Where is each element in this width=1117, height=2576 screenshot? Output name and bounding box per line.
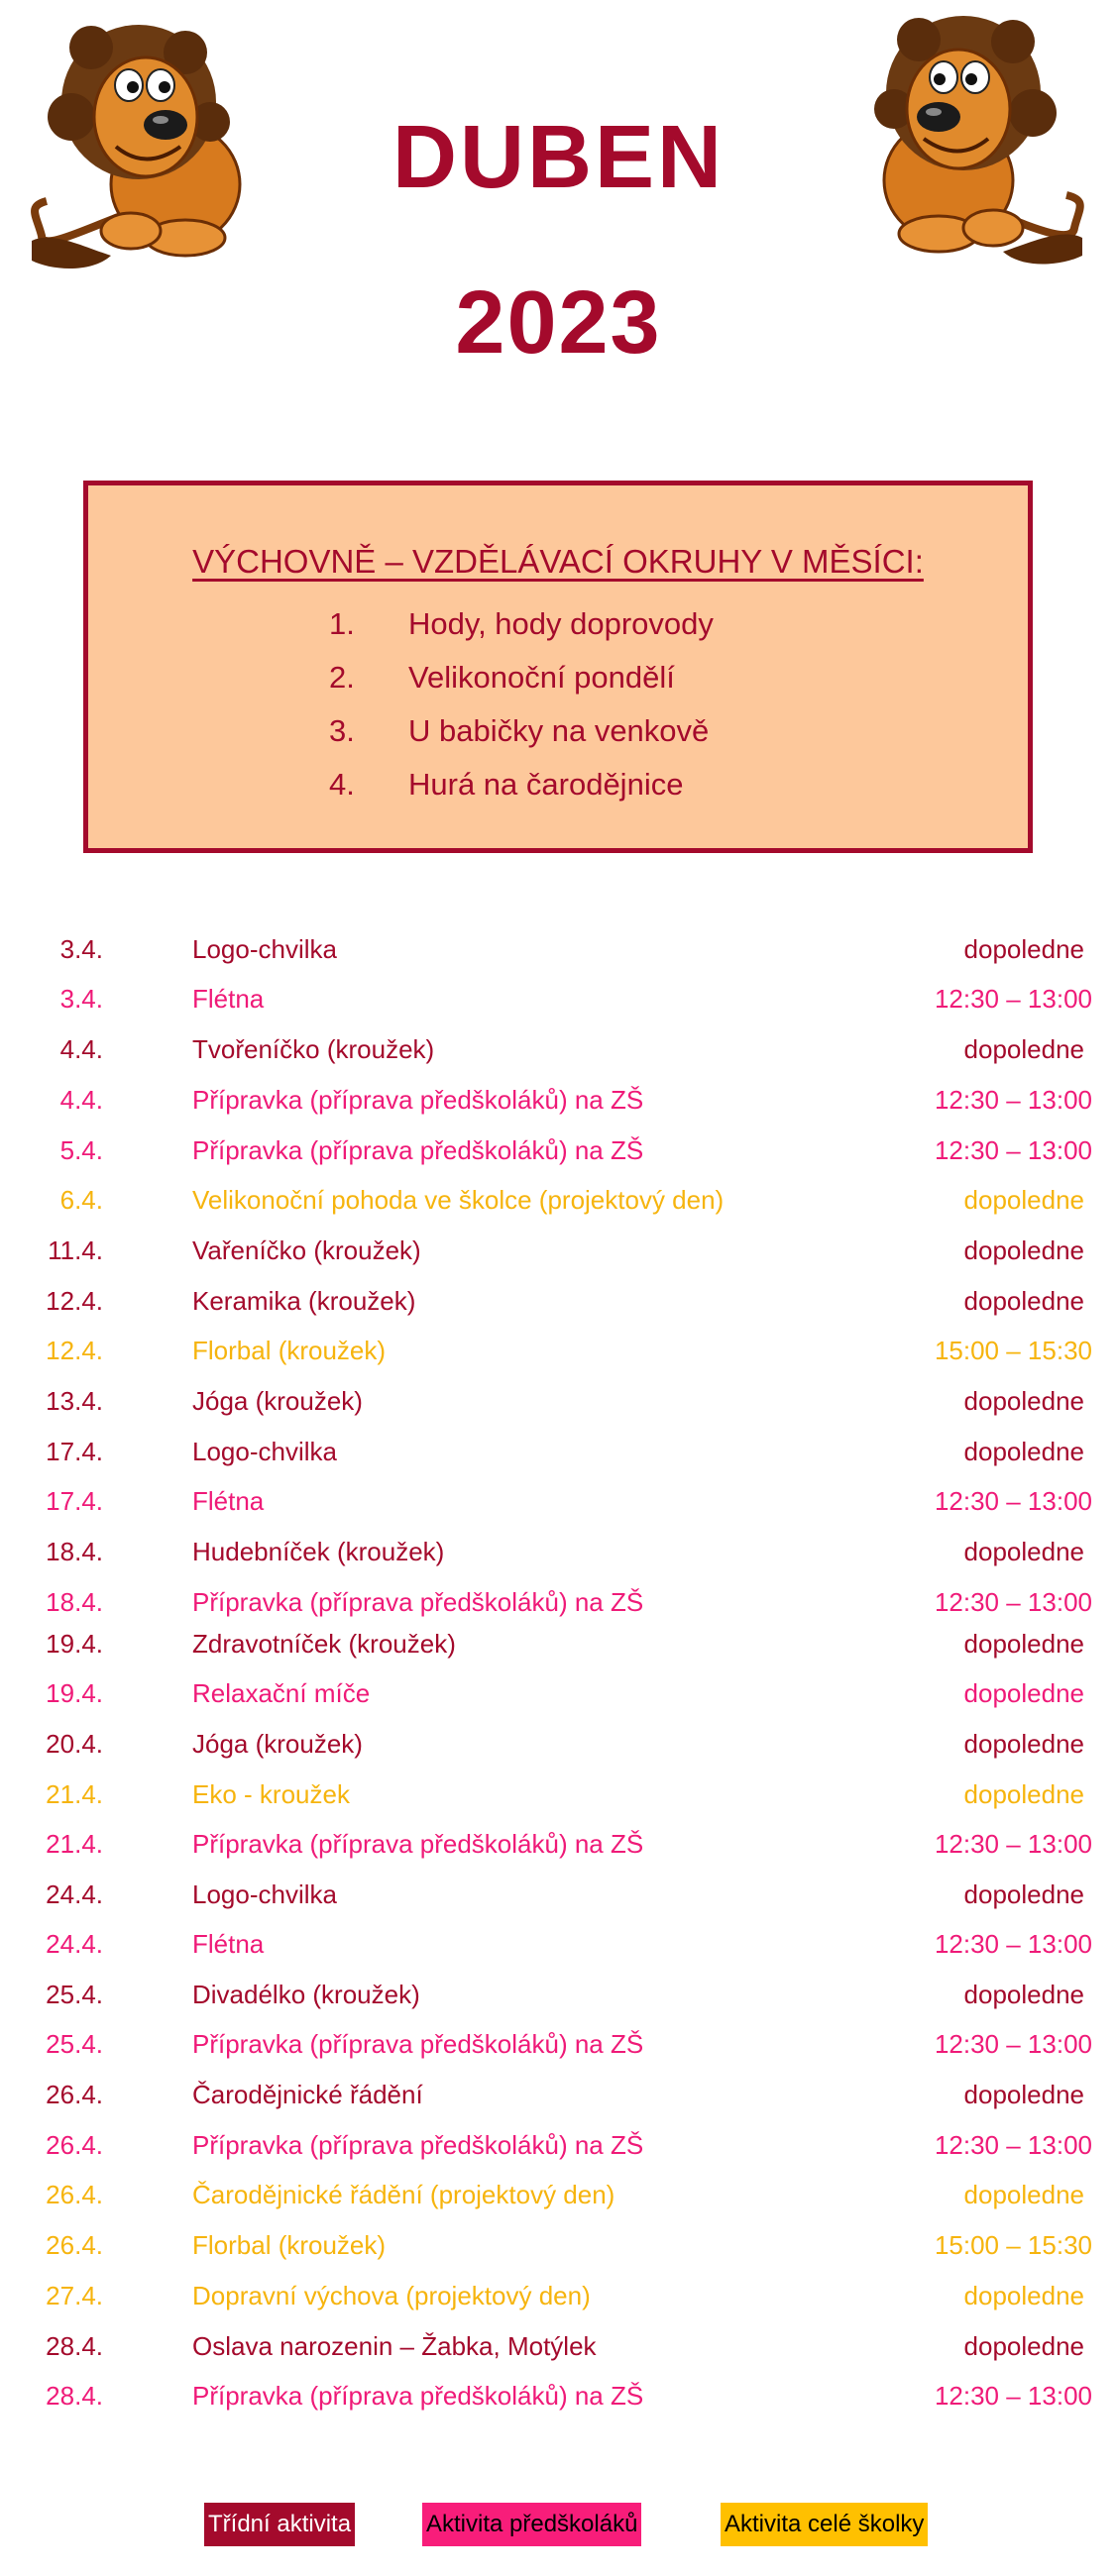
schedule-row <box>0 1875 1117 1914</box>
schedule-time: dopoledne <box>963 1386 1084 1416</box>
schedule-row <box>0 979 1117 1019</box>
schedule-activity: Divadélko (kroužek) <box>192 1980 420 2009</box>
schedule-time: dopoledne <box>963 1678 1084 1708</box>
schedule-activity: Zdravotníček (kroužek) <box>192 1629 456 1659</box>
topics-heading: VÝCHOVNĚ – VZDĚLÁVACÍ OKRUHY V MĚSÍCI: <box>192 543 924 580</box>
schedule-activity: Vařeníčko (kroužek) <box>192 1235 421 1265</box>
schedule-activity: Flétna <box>192 1486 265 1516</box>
topic-number: 1. <box>329 606 355 641</box>
schedule-activity: Čarodějnické řádění (projektový den) <box>192 2180 615 2209</box>
schedule-time: dopoledne <box>963 1034 1084 1064</box>
schedule-row <box>0 1432 1117 1471</box>
schedule-time: dopoledne <box>963 1437 1084 1466</box>
schedule-date: 12.4. <box>46 1286 103 1316</box>
year-title: 2023 <box>455 273 662 373</box>
topic-number: 4. <box>329 767 355 802</box>
schedule-time: 12:30 – 13:00 <box>934 1085 1092 1115</box>
schedule-activity: Přípravka (příprava předškoláků) na ZŠ <box>192 2381 644 2411</box>
schedule-row <box>0 2024 1117 2064</box>
schedule-row <box>0 1532 1117 1571</box>
schedule-row <box>0 1180 1117 1220</box>
schedule-row <box>0 1231 1117 1270</box>
schedule-time: 15:00 – 15:30 <box>934 2230 1092 2260</box>
schedule-date: 19.4. <box>46 1629 103 1659</box>
topic-text: U babičky na venkově <box>408 713 710 748</box>
schedule-activity: Logo-chvilka <box>192 934 337 964</box>
schedule-row <box>0 929 1117 969</box>
schedule-activity: Florbal (kroužek) <box>192 2230 387 2260</box>
schedule-row <box>0 1975 1117 2014</box>
schedule-row <box>0 2276 1117 2315</box>
schedule-activity: Přípravka (příprava předškoláků) na ZŠ <box>192 1829 644 1859</box>
schedule-activity: Dopravní výchova (projektový den) <box>192 2281 591 2310</box>
schedule-activity: Přípravka (příprava předškoláků) na ZŠ <box>192 1085 644 1115</box>
schedule-date: 13.4. <box>46 1386 103 1416</box>
schedule-date: 25.4. <box>46 1980 103 2009</box>
schedule-activity: Hudebníček (kroužek) <box>192 1537 445 1566</box>
legend-preschool-activity: Aktivita předškoláků <box>422 2503 641 2546</box>
schedule-date: 27.4. <box>46 2281 103 2310</box>
schedule-time: 12:30 – 13:00 <box>934 1135 1092 1165</box>
schedule-date: 3.4. <box>59 984 103 1014</box>
schedule-date: 20.4. <box>46 1729 103 1759</box>
topic-text: Velikonoční pondělí <box>408 660 675 695</box>
schedule-time: dopoledne <box>963 1879 1084 1909</box>
schedule-row <box>0 1824 1117 1864</box>
schedule-row <box>0 1331 1117 1370</box>
schedule-time: dopoledne <box>963 1235 1084 1265</box>
schedule-date: 18.4. <box>46 1537 103 1566</box>
schedule-row <box>0 1029 1117 1069</box>
schedule-activity: Flétna <box>192 1929 265 1959</box>
schedule-time: 12:30 – 13:00 <box>934 1587 1092 1617</box>
schedule-row <box>0 1582 1117 1622</box>
schedule-activity: Přípravka (příprava předškoláků) na ZŠ <box>192 2130 644 2160</box>
schedule-activity: Tvořeníčko (kroužek) <box>192 1034 435 1064</box>
schedule-time: 12:30 – 13:00 <box>934 2381 1092 2411</box>
schedule-date: 26.4. <box>46 2230 103 2260</box>
schedule-date: 19.4. <box>46 1678 103 1708</box>
schedule-time: dopoledne <box>963 1729 1084 1759</box>
schedule-date: 24.4. <box>46 1929 103 1959</box>
schedule-activity: Logo-chvilka <box>192 1437 337 1466</box>
schedule-activity: Eko - kroužek <box>192 1779 350 1809</box>
schedule-time: dopoledne <box>963 2331 1084 2361</box>
schedule-date: 26.4. <box>46 2180 103 2209</box>
schedule-activity: Flétna <box>192 984 265 1014</box>
schedule-date: 17.4. <box>46 1437 103 1466</box>
schedule-activity: Keramika (kroužek) <box>192 1286 416 1316</box>
legend-class-activity: Třídní aktivita <box>204 2503 355 2546</box>
schedule-row <box>0 2175 1117 2214</box>
schedule-row <box>0 1080 1117 1120</box>
schedule-time: dopoledne <box>963 934 1084 964</box>
schedule-time: 12:30 – 13:00 <box>934 1929 1092 1959</box>
schedule-date: 6.4. <box>59 1185 103 1215</box>
schedule-row <box>0 2125 1117 2165</box>
schedule-date: 21.4. <box>46 1779 103 1809</box>
schedule-date: 4.4. <box>59 1034 103 1064</box>
schedule-activity: Jóga (kroužek) <box>192 1729 363 1759</box>
schedule-row <box>0 1481 1117 1521</box>
schedule-row <box>0 2326 1117 2366</box>
schedule-time: 12:30 – 13:00 <box>934 1829 1092 1859</box>
schedule-row <box>0 1724 1117 1764</box>
schedule-date: 21.4. <box>46 1829 103 1859</box>
schedule-row <box>0 2225 1117 2265</box>
schedule-activity: Jóga (kroužek) <box>192 1386 363 1416</box>
schedule-row <box>0 1673 1117 1713</box>
schedule-time: dopoledne <box>963 2080 1084 2109</box>
schedule-row <box>0 1624 1117 1664</box>
schedule-date: 26.4. <box>46 2080 103 2109</box>
schedule-row <box>0 1774 1117 1814</box>
schedule-row <box>0 2075 1117 2114</box>
schedule-date: 28.4. <box>46 2331 103 2361</box>
schedule-date: 25.4. <box>46 2029 103 2059</box>
schedule-time: 12:30 – 13:00 <box>934 1486 1092 1516</box>
schedule-activity: Přípravka (příprava předškoláků) na ZŠ <box>192 1135 644 1165</box>
schedule-time: dopoledne <box>963 2180 1084 2209</box>
schedule-time: dopoledne <box>963 1185 1084 1215</box>
schedule-time: 12:30 – 13:00 <box>934 2130 1092 2160</box>
schedule-time: dopoledne <box>963 1629 1084 1659</box>
month-title: DUBEN <box>391 108 725 207</box>
legend-school-activity: Aktivita celé školky <box>721 2503 928 2546</box>
schedule-row <box>0 1381 1117 1421</box>
schedule-date: 4.4. <box>59 1085 103 1115</box>
schedule-row <box>0 1924 1117 1964</box>
schedule-time: dopoledne <box>963 1779 1084 1809</box>
schedule-row <box>0 2376 1117 2415</box>
schedule-date: 5.4. <box>59 1135 103 1165</box>
topics-box <box>83 481 1033 853</box>
topic-text: Hurá na čarodějnice <box>408 767 684 802</box>
schedule-time: 15:00 – 15:30 <box>934 1336 1092 1365</box>
schedule-activity: Oslava narozenin – Žabka, Motýlek <box>192 2331 597 2361</box>
schedule-activity: Relaxační míče <box>192 1678 371 1708</box>
topic-number: 3. <box>329 713 355 748</box>
schedule-activity: Čarodějnické řádění <box>192 2080 423 2109</box>
schedule-date: 11.4. <box>48 1235 103 1265</box>
schedule-row <box>0 1130 1117 1170</box>
schedule-activity: Florbal (kroužek) <box>192 1336 387 1365</box>
topic-text: Hody, hody doprovody <box>408 606 714 641</box>
schedule-activity: Přípravka (příprava předškoláků) na ZŠ <box>192 1587 644 1617</box>
schedule-time: dopoledne <box>963 1286 1084 1316</box>
schedule-activity: Přípravka (příprava předškoláků) na ZŠ <box>192 2029 644 2059</box>
schedule-time: dopoledne <box>963 1980 1084 2009</box>
schedule-time: dopoledne <box>963 1537 1084 1566</box>
schedule-date: 3.4. <box>59 934 103 964</box>
schedule-row <box>0 1281 1117 1321</box>
schedule-date: 17.4. <box>46 1486 103 1516</box>
schedule-activity: Velikonoční pohoda ve školce (projektový den) <box>192 1185 725 1215</box>
schedule-date: 24.4. <box>46 1879 103 1909</box>
schedule-time: 12:30 – 13:00 <box>934 2029 1092 2059</box>
schedule-date: 18.4. <box>46 1587 103 1617</box>
schedule-activity: Logo-chvilka <box>192 1879 337 1909</box>
schedule-time: 12:30 – 13:00 <box>934 984 1092 1014</box>
schedule-date: 28.4. <box>46 2381 103 2411</box>
schedule-time: dopoledne <box>963 2281 1084 2310</box>
schedule-date: 12.4. <box>46 1336 103 1365</box>
topic-number: 2. <box>329 660 355 695</box>
schedule-date: 26.4. <box>46 2130 103 2160</box>
